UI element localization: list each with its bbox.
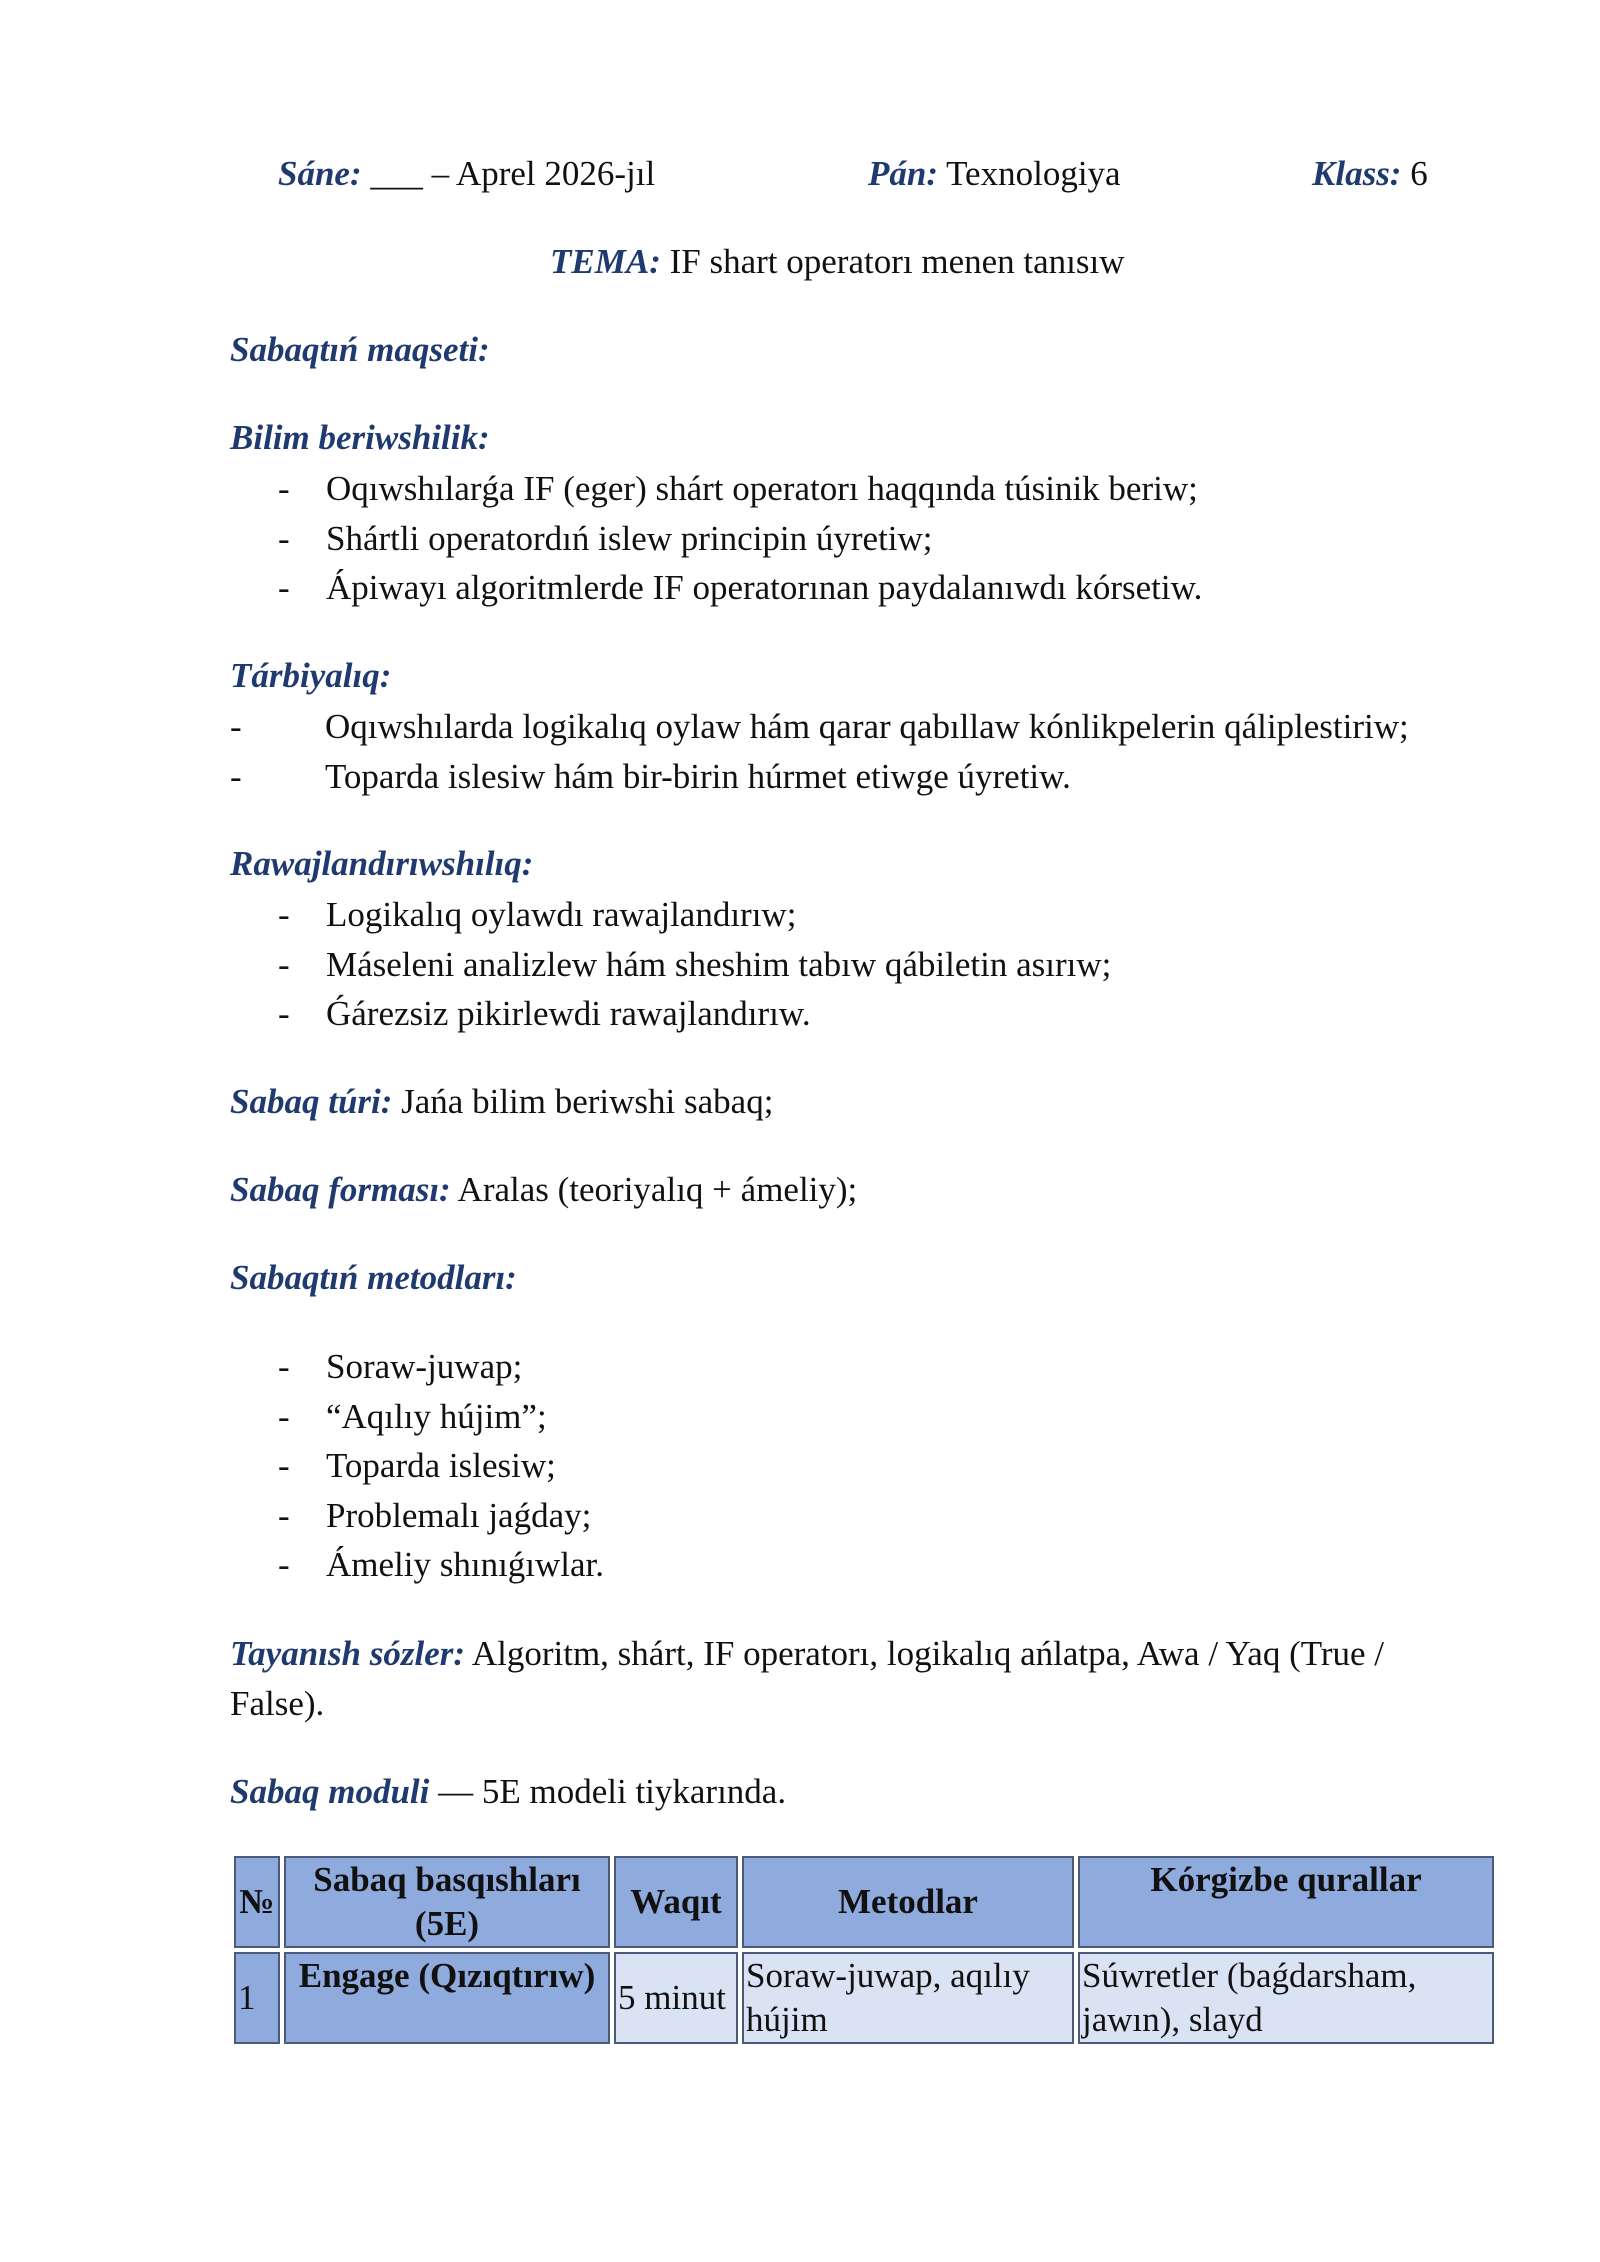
class-value: 6 <box>1410 154 1428 193</box>
list-item: - Ámeliy shınıǵıwlar. <box>278 1545 605 1584</box>
lesson-form-line <box>230 1166 857 1214</box>
development-heading: Rawajlandırıwshılıq: <box>230 844 534 883</box>
cell-num: 1 <box>234 1952 280 2044</box>
lesson-type-label: Sabaq túri: <box>230 1082 393 1121</box>
list-item: - “Aqılıy hújim”; <box>278 1396 547 1436</box>
header-time: Waqıt <box>614 1856 738 1948</box>
cell-time: 5 minut <box>614 1952 738 2044</box>
table-row <box>234 1952 1494 2044</box>
subject-value: Texnologiya <box>946 154 1121 193</box>
methods-heading: Sabaqtıń metodları: <box>230 1258 517 1297</box>
date-label: Sáne: <box>278 154 362 193</box>
table-header-row <box>234 1856 1494 1948</box>
list-item: - Oqıwshılarǵa IF (eger) shárt operatorı haqqında túsinik beriw; <box>278 469 1198 508</box>
list-item: - Logikalıq oylawdı rawajlandırıw; <box>278 895 797 934</box>
cell-methods: Soraw-juwap, aqılıy hújim <box>742 1952 1074 2044</box>
list-item: - Toparda islesiw; <box>278 1446 556 1485</box>
subject-label: Pán: <box>868 154 938 193</box>
knowledge-list <box>278 464 1378 613</box>
topic-line <box>550 238 1125 286</box>
list-item: - Máseleni analizlew hám sheshim tabıw qábiletin asırıw; <box>278 944 1112 984</box>
lesson-form-label: Sabaq forması: <box>230 1170 451 1209</box>
module-label: Sabaq moduli <box>230 1772 430 1811</box>
list-item: - Soraw-juwap; <box>278 1347 523 1386</box>
topic-value: IF shart operatorı menen tanısıw <box>669 242 1125 281</box>
date-field <box>278 150 655 198</box>
list-item: - Problemalı jaǵday; <box>278 1495 592 1535</box>
lesson-type-line <box>230 1078 773 1126</box>
date-value: ___ – Aprel 2026-jıl <box>370 154 656 193</box>
keywords-value: Algoritm, shárt, IF operatorı, logikalıq ańlatpa, Awa / Yaq (True / <box>471 1634 1385 1673</box>
development-list <box>278 890 1378 1039</box>
keywords-continuation: False). <box>230 1684 325 1723</box>
header-stage: Sabaq basqıshları (5E) <box>284 1856 610 1948</box>
knowledge-heading: Bilim beriwshilik: <box>230 418 490 457</box>
class-label: Klass: <box>1312 154 1402 193</box>
module-value: — 5E modeli tiykarında. <box>438 1772 787 1811</box>
header-tools: Kórgizbe qurallar <box>1078 1856 1494 1948</box>
lesson-type-value: Jańa bilim beriwshi sabaq; <box>401 1082 774 1121</box>
lesson-stages-table <box>230 1852 1498 2048</box>
class-field <box>1312 150 1428 198</box>
list-item: - Ǵárezsiz pikirlewdi rawajlandırıw. <box>278 994 811 1033</box>
module-line <box>230 1768 786 1816</box>
goal-heading: Sabaqtıń maqseti: <box>230 330 490 369</box>
cell-stage: Engage (Qızıqtırıw) <box>284 1952 610 2044</box>
lesson-form-value: Aralas (teoriyalıq + ámeliy); <box>457 1170 858 1209</box>
header-methods: Metodlar <box>742 1856 1074 1948</box>
list-item: - Ápiwayı algoritmlerde IF operatorınan paydalanıwdı kórsetiw. <box>278 568 1203 607</box>
upbringing-list <box>230 702 1530 801</box>
upbringing-heading: Tárbiyalıq: <box>230 656 392 695</box>
subject-field <box>868 150 1121 198</box>
topic-label: TEMA: <box>550 242 661 281</box>
list-item: - Oqıwshılarda logikalıq oylaw hám qarar qabıllaw kónlikpelerin qáliplestiriw; <box>230 707 1409 746</box>
cell-tools: Súwretler (baǵdarsham, jawın), slayd <box>1078 1952 1494 2044</box>
methods-list <box>278 1342 978 1590</box>
list-item: - Shártli operatordıń islew principin úyretiw; <box>278 518 933 558</box>
header-num: № <box>234 1856 280 1948</box>
keywords-line <box>230 1630 1384 1678</box>
list-item: - Toparda islesiw hám bir-birin húrmet etiwge úyretiw. <box>230 756 1071 796</box>
keywords-label: Tayanısh sózler: <box>230 1634 466 1673</box>
